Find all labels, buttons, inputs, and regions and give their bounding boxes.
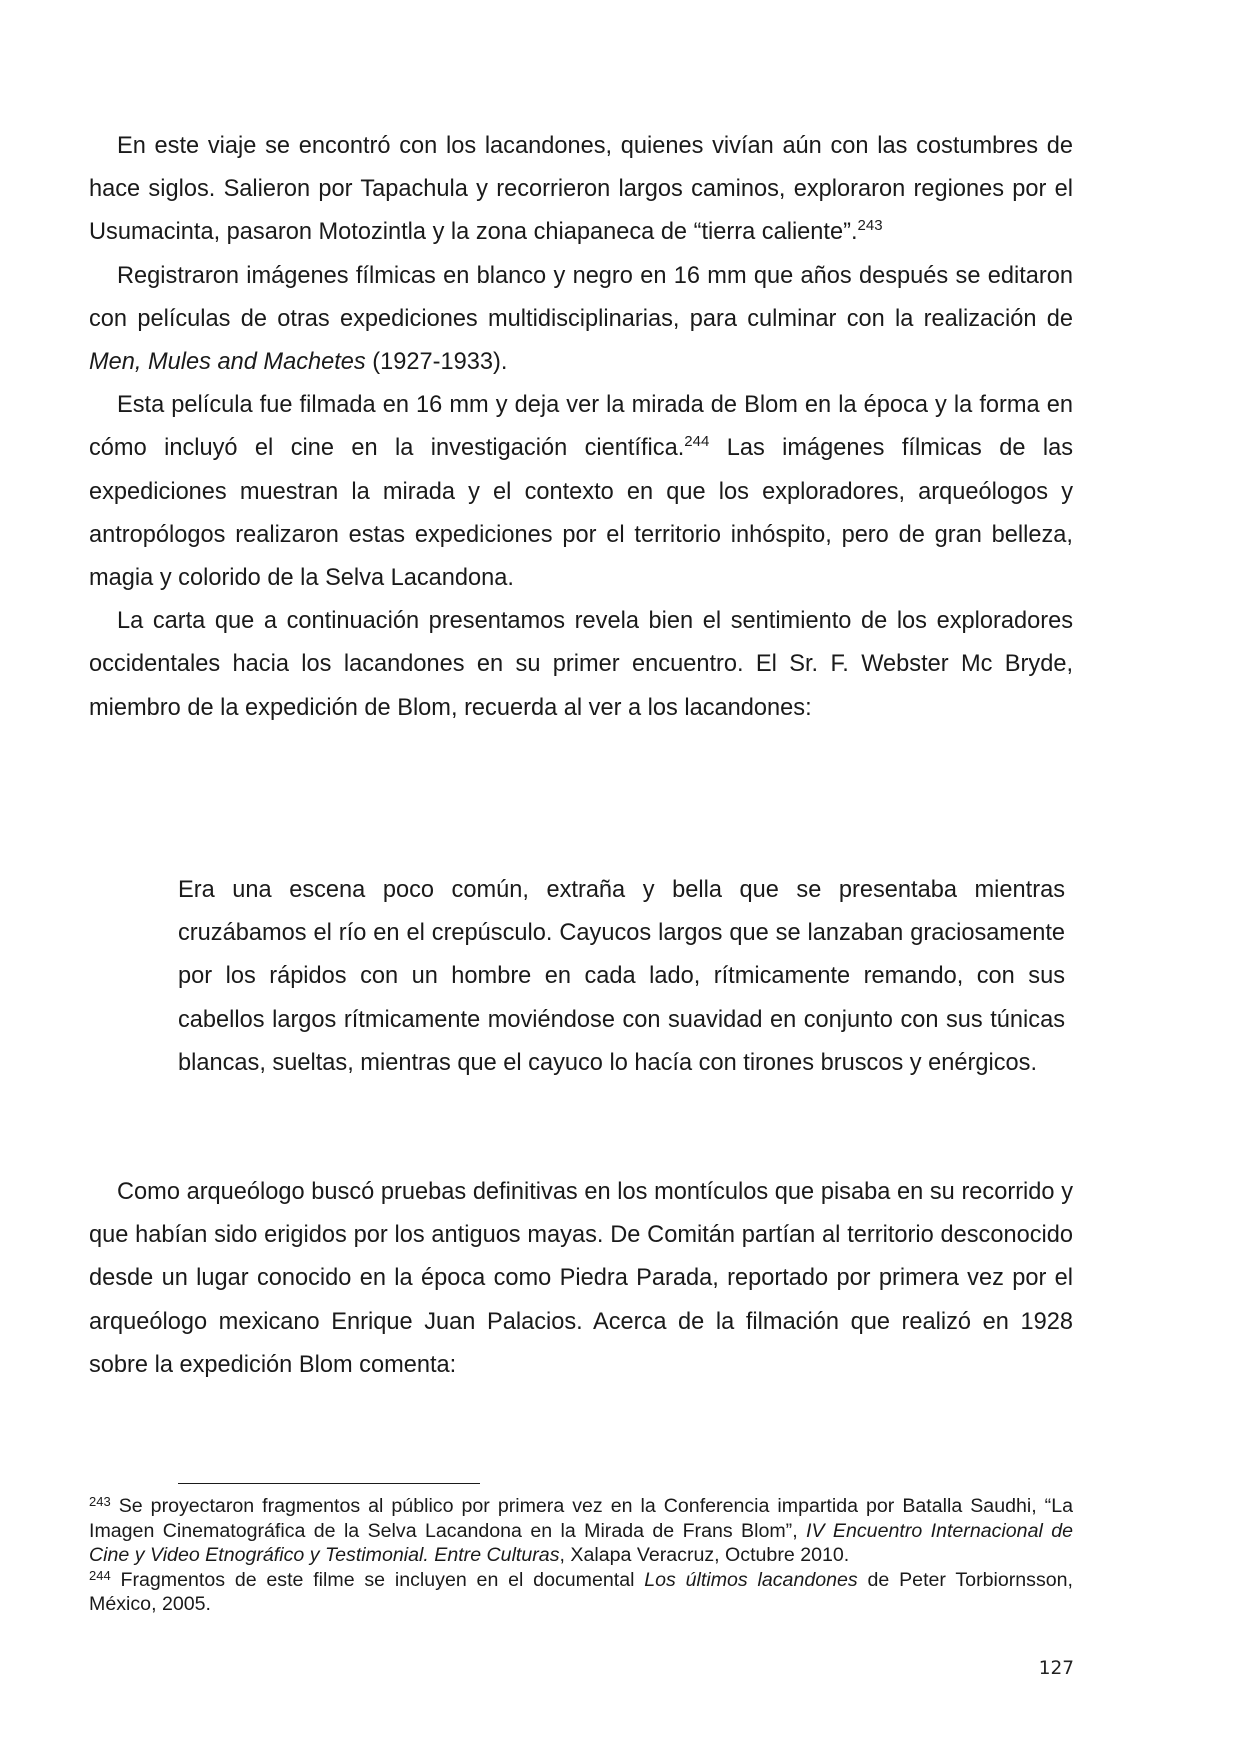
paragraph-1: En este viaje se encontró con los lacandones, quienes vivían aún con las costumbres de hace siglos. Salieron por Tapachula y recorrieron largos caminos, exploraron regiones por el Usumacinta, pasaron Motozintla y la zona chiapaneca de “tierra caliente”.$^{243}$ [89, 133, 1073, 246]
footnote-ref-244[interactable]: 244 [684, 433, 710, 451]
footnotes [89, 1494, 1073, 1617]
footnote-243: $^{243}$ Se proyectaron fragmentos al público por primera vez en la Conferencia impartida por Batalla Saudhi, “La Imagen Cinematográfica de la Selva Lacandona en la Mirada de Frans Blom”, IV Encuentro Internacional de Cine y Video Etnográfico y Testimonial. Entre Culturas, Xalapa Veracruz, Octubre 2010. [89, 1494, 1073, 1567]
body-text-bottom [89, 1171, 1073, 1387]
paragraph-5: Como arqueólogo buscó pruebas definitivas en los montículos que pisaba en su recorrido y que habían sido erigidos por los antiguos mayas. De Comitán partían al territorio desconocido desde un lugar conocido en la época como Piedra Parada, reportado por primera vez por el arqueólogo mexicano Enrique Juan Palacios. Acerca de la filmación que realizó en 1928 sobre la expedición Blom comenta: [89, 1179, 1073, 1378]
film-title: Men, Mules and Machetes [89, 349, 366, 376]
page-number: 127 [1038, 1658, 1074, 1679]
footnote-separator [178, 1483, 480, 1484]
body-text-top [89, 125, 1073, 730]
block-quote: Era una escena poco común, extraña y bella que se presentaba mientras cruzábamos el río en el crepúsculo. Cayucos largos que se lanzaban graciosamente por los rápidos con un hombre en cada lado, rítmicamente remando, con sus cabellos largos rítmicamente moviéndose con suavidad en conjunto con sus túnicas blancas, sueltas, mientras que el cayuco lo hacía con tirones bruscos y enérgicos. [178, 877, 1065, 1076]
footnote-ref-243[interactable]: 243 [857, 217, 883, 235]
paragraph-3: Esta película fue filmada en 16 mm y deja ver la mirada de Blom en la época y la forma en cómo incluyó el cine en la investigación científica.$^{244}$ Las imágenes fílmicas de las expediciones muestran la mirada y el contexto en que los exploradores, arqueólogos y antropólogos realizaron estas expediciones por el territorio inhóspito, pero de gran belleza, magia y colorido de la Selva Lacandona. [89, 392, 1074, 592]
paragraph-4: La carta que a continuación presentamos revela bien el sentimiento de los exploradores occidentales hacia los lacandones en su primer encuentro. El Sr. F. Webster Mc Bryde, miembro de la expedición de Blom, recuerda al ver a los lacandones: [89, 608, 1073, 721]
footnote-244: $^{244}$ Fragmentos de este filme se incluyen en el documental Los últimos lacandones de Peter Torbiornsson, México, 2005. [89, 1567, 1073, 1616]
paragraph-2: Registraron imágenes fílmicas en blanco y negro en 16 mm que años después se editaron con películas de otras expediciones multidisciplinarias, para culminar con la realización de Men, Mules and Machetes (1927-1933). [89, 262, 1073, 376]
